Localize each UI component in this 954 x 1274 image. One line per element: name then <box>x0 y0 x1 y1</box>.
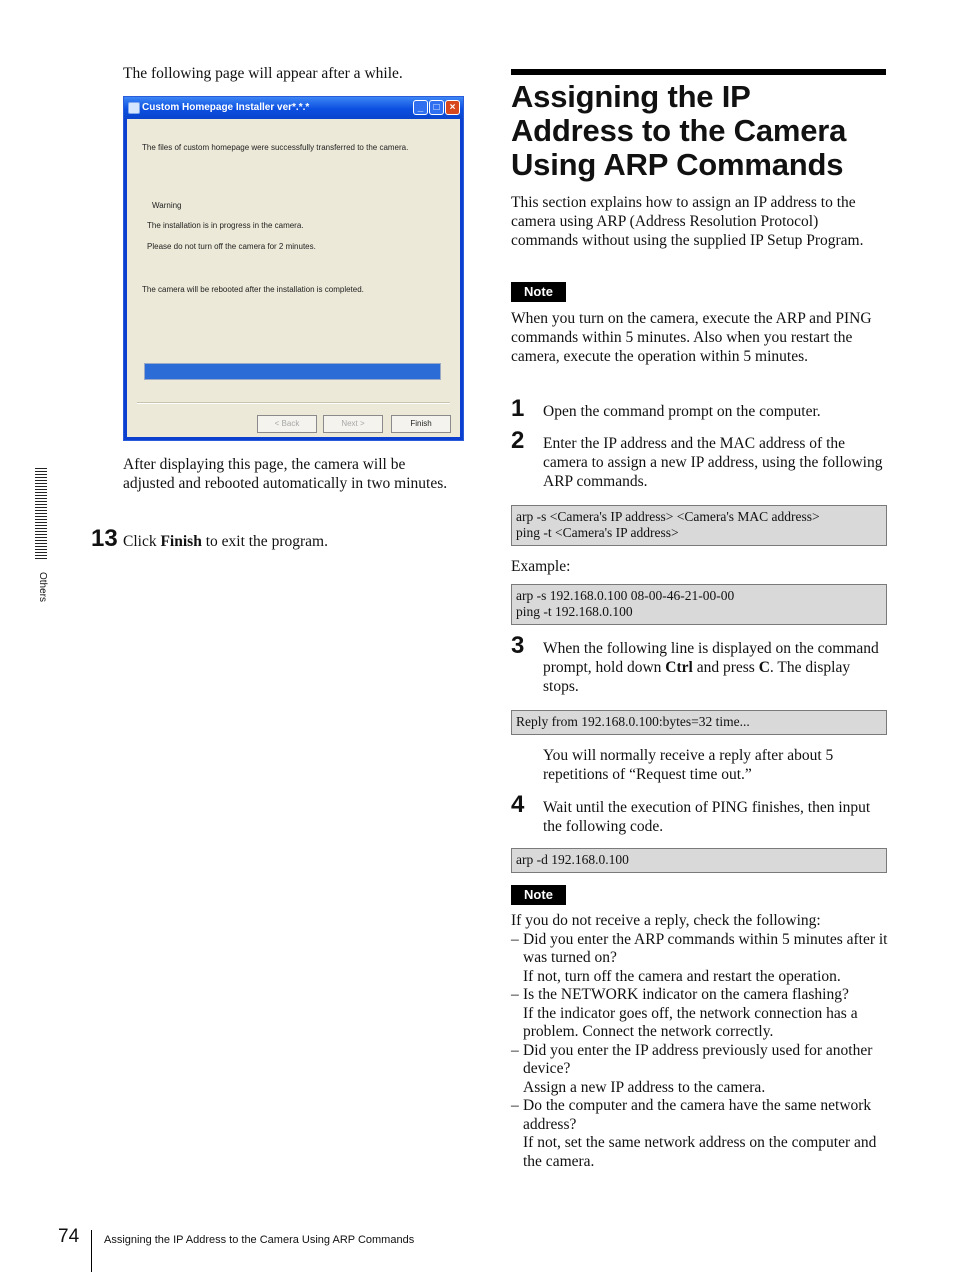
maximize-icon: □ <box>429 100 444 115</box>
app-icon <box>128 102 140 114</box>
heading-line: Using ARP Commands <box>511 147 844 182</box>
step-1-number: 1 <box>511 395 525 422</box>
troubleshooting-list <box>511 912 889 1171</box>
section-tab-label: Others <box>37 572 48 603</box>
dialog-message-transferred: The files of custom homepage were successfully transferred to the camera. <box>142 143 409 152</box>
dialog-warning-label: Warning <box>152 201 182 210</box>
step-1-text: Open the command prompt on the computer. <box>543 403 821 420</box>
heading-rule <box>511 69 886 75</box>
note-text: When you turn on the camera, execute the ARP and PING commands within 5 minutes. Also when you restart the camera, execute the operation within 5 minutes. <box>511 310 872 365</box>
list-item: – Did you enter the IP address previously used for another device? Assign a new IP address to the camera. <box>511 1041 873 1096</box>
dialog-body <box>127 119 460 437</box>
progress-bar <box>144 363 441 380</box>
code-box-example <box>511 584 887 625</box>
page-number: 74 <box>58 1226 80 1247</box>
close-icon: × <box>445 100 460 115</box>
step-2-number: 2 <box>511 427 525 454</box>
heading-line: Address to the Camera <box>511 113 847 148</box>
list-item: – Do the computer and the camera have the same network address? If not, set the same network address on the computer and the camera. <box>511 1097 877 1170</box>
intro-text: The following page will appear after a while. <box>123 65 403 82</box>
section-intro: This section explains how to assign an IP address to the camera using ARP (Address Resolution Protocol) commands without using the supplied IP Setup Program. <box>511 194 864 249</box>
installer-dialog-screenshot <box>123 96 464 441</box>
heading-line: Assigning the IP <box>511 79 751 114</box>
ctrl-key: Ctrl <box>665 659 693 676</box>
finish-button: Finish <box>391 415 451 433</box>
code-box-arp-syntax <box>511 505 887 546</box>
step-3-text: When the following line is displayed on the command prompt, hold down Ctrl and press C. The display stops. <box>543 640 879 695</box>
code-line: arp -d 192.168.0.100 <box>516 852 629 867</box>
dialog-message-in-progress: The installation is in progress in the camera. <box>147 221 304 230</box>
code-line: arp -s 192.168.0.100 08-00-46-21-00-00 <box>516 588 735 603</box>
after-dialog-text: After displaying this page, the camera will be adjusted and rebooted automatically in two minutes. <box>123 456 448 492</box>
c-key: C <box>758 659 770 676</box>
step-3-number: 3 <box>511 632 525 659</box>
note-label: Note <box>511 282 566 302</box>
reply-note: You will normally receive a reply after about 5 repetitions of “Request time out.” <box>543 747 834 783</box>
code-box-arp-delete <box>511 848 887 873</box>
back-button: < Back <box>257 415 317 433</box>
dialog-title: Custom Homepage Installer ver*.*.* <box>142 102 310 113</box>
step-4-text: Wait until the execution of PING finishes, then input the following code. <box>543 799 871 835</box>
dialog-message-reboot: The camera will be rebooted after the installation is completed. <box>142 285 364 294</box>
code-line: ping -t 192.168.0.100 <box>516 604 633 619</box>
minimize-icon: _ <box>413 100 428 115</box>
code-line: Reply from 192.168.0.100:bytes=32 time... <box>516 714 750 729</box>
list-item: – Is the NETWORK indicator on the camera flashing? If the indicator goes off, the network connection has a problem. Connect the network correctly. <box>511 986 858 1040</box>
list-item: – Did you enter the ARP commands within 5 minutes after it was turned on? If not, turn off the camera and restart the operation. <box>511 930 888 985</box>
dialog-divider <box>137 402 450 404</box>
section-heading <box>511 80 891 182</box>
code-line: arp -s <Camera's IP address> <Camera's MAC address> <box>516 509 820 524</box>
step-13-text: Click Finish to exit the program. <box>123 533 328 550</box>
code-box-reply <box>511 710 887 735</box>
step-2-text: Enter the IP address and the MAC address of the camera to assign a new IP address, using the following ARP commands. <box>543 435 883 490</box>
finish-term: Finish <box>160 533 202 550</box>
step-4-number: 4 <box>511 791 525 818</box>
next-button: Next > <box>323 415 383 433</box>
troubleshooting-intro: If you do not receive a reply, check the following: <box>511 912 821 929</box>
note-label-2: Note <box>511 885 566 905</box>
code-line: ping -t <Camera's IP address> <box>516 525 679 540</box>
dialog-title-bar <box>124 97 463 119</box>
example-label: Example: <box>511 558 571 575</box>
footer-divider <box>91 1230 92 1272</box>
step-13-number: 13 <box>91 525 118 552</box>
running-footer: Assigning the IP Address to the Camera Using ARP Commands <box>104 1234 415 1246</box>
section-tab-stripes <box>35 468 47 560</box>
dialog-message-do-not-turn-off: Please do not turn off the camera for 2 minutes. <box>147 242 316 251</box>
